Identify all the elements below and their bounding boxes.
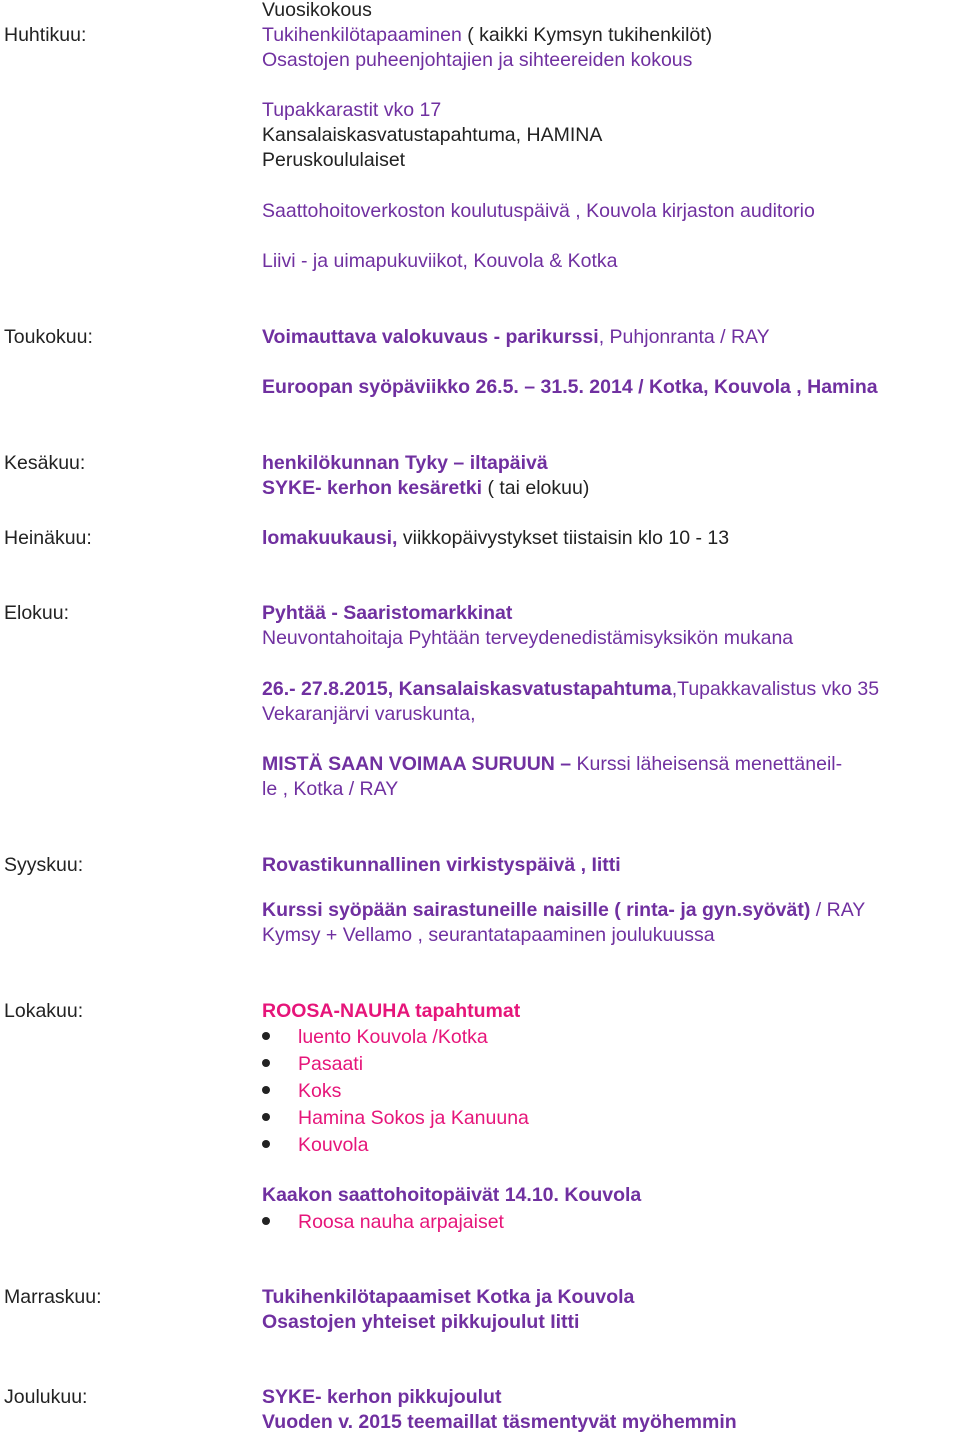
kurssi-ray: / RAY xyxy=(815,899,866,921)
month-kesakuu: Kesäkuu: xyxy=(4,452,86,474)
roosa-item: Kouvola xyxy=(298,1134,369,1156)
vuosikokous: Vuosikokous xyxy=(262,0,372,21)
tukihenkilotapaaminen: Tukihenkilötapaaminen xyxy=(262,24,462,46)
kansalaiskasvatustapahtuma: 26.- 27.8.2015, Kansalaiskasvatustapahtuma xyxy=(262,678,672,700)
roosa-arpajaiset: Roosa nauha arpajaiset xyxy=(298,1211,504,1233)
bullet-icon xyxy=(262,1032,270,1040)
syke-kesaretki-note: ( tai elokuu) xyxy=(487,477,590,499)
month-syyskuu: Syyskuu: xyxy=(4,854,84,876)
tukihenkilotapaaminen-line xyxy=(262,26,712,46)
roosa-nauha-tapahtumat: ROOSA-NAUHA tapahtumat xyxy=(262,1000,521,1022)
neuvontahoitaja: Neuvontahoitaja Pyhtään terveydenedistämisyksikön mukana xyxy=(262,627,794,649)
saattohoitoverkosto: Saattohoitoverkoston koulutuspäivä , Kouvola kirjaston auditorio xyxy=(262,200,815,222)
kurssi-naisille-line xyxy=(262,901,865,921)
kaakon-saattohoitopaivat: Kaakon saattohoitopäivät 14.10. Kouvola xyxy=(262,1184,642,1206)
lomakuukausi: lomakuukausi, xyxy=(262,527,398,549)
month-lokakuu: Lokakuu: xyxy=(4,1000,84,1022)
peruskoululaiset: Peruskoululaiset xyxy=(262,149,406,171)
rovastikunnallinen: Rovastikunnallinen virkistyspäivä , Iitti xyxy=(262,854,621,876)
mista-saan-voimaa: MISTÄ SAAN VOIMAA SURUUN – xyxy=(262,753,572,775)
tukihenkilotapaamiset: Tukihenkilötapaamiset Kotka ja Kouvola xyxy=(262,1286,635,1308)
bullet-icon xyxy=(262,1217,270,1225)
roosa-item: Koks xyxy=(298,1080,342,1102)
month-elokuu: Elokuu: xyxy=(4,602,70,624)
bullet-icon xyxy=(262,1059,270,1067)
voimauttava-line xyxy=(262,328,770,348)
month-toukokuu: Toukokuu: xyxy=(4,326,93,348)
euroopan-syopaviikko: Euroopan syöpäviikko 26.5. – 31.5. 2014 / Kotka, Kouvola , Hamina xyxy=(262,376,878,398)
pyhtaa-saaristomarkkinat: Pyhtää - Saaristomarkkinat xyxy=(262,602,513,624)
kurssi-naisille: Kurssi syöpään sairastuneille naisille ( rinta- ja gyn.syövät) xyxy=(262,899,811,921)
bullet-icon xyxy=(262,1140,270,1148)
liivi-uimapukuviikot: Liivi - ja uimapukuviikot, Kouvola & Kotka xyxy=(262,250,618,272)
roosa-item: Pasaati xyxy=(298,1053,364,1075)
syke-kesaretki-line xyxy=(262,479,589,499)
bullet-icon xyxy=(262,1086,270,1094)
syke-pikkujoulut: SYKE- kerhon pikkujoulut xyxy=(262,1386,502,1408)
month-marraskuu: Marraskuu: xyxy=(4,1286,102,1308)
syke-kesaretki: SYKE- kerhon kesäretki xyxy=(262,477,483,499)
kansalaiskasvatus-hamina: Kansalaiskasvatustapahtuma, HAMINA xyxy=(262,124,603,146)
vekaranjarvi: Vekaranjärvi varuskunta, xyxy=(262,703,476,725)
month-huhtikuu: Huhtikuu: xyxy=(4,24,87,46)
roosa-item: Hamina Sokos ja Kanuuna xyxy=(298,1107,529,1129)
month-heinakuu: Heinäkuu: xyxy=(4,527,92,549)
tupakkarastit: Tupakkarastit vko 17 xyxy=(262,99,442,121)
vuoden-teemaillat: Vuoden v. 2015 teemaillat täsmentyvät myöhemmin xyxy=(262,1411,737,1433)
month-joulukuu: Joulukuu: xyxy=(4,1386,88,1408)
viikkopaivystykset: viikkopäivystykset tiistaisin klo 10 - 13 xyxy=(402,527,730,549)
mista-saan-voimaa-line xyxy=(262,755,842,775)
tukihenkilot-note: ( kaikki Kymsyn tukihenkilöt) xyxy=(467,24,713,46)
voimauttava-valokuvaus: Voimauttava valokuvaus - parikurssi xyxy=(262,326,599,348)
lomakuukausi-line xyxy=(262,529,729,549)
bullet-icon xyxy=(262,1113,270,1121)
osastojen-pikkujoulut: Osastojen yhteiset pikkujoulut Iitti xyxy=(262,1311,580,1333)
kymsy-vellamo: Kymsy + Vellamo , seurantatapaaminen joulukuussa xyxy=(262,924,715,946)
mista-kotka-ray: le , Kotka / RAY xyxy=(262,778,399,800)
mista-kurssi: Kurssi läheisensä menettäneil- xyxy=(576,753,843,775)
tyky-iltapaiva: henkilökunnan Tyky – iltapäivä xyxy=(262,452,548,474)
tupakkavalistus: ,Tupakkavalistus vko 35 xyxy=(671,678,880,700)
kansalaiskasvatus-line xyxy=(262,680,879,700)
roosa-item: luento Kouvola /Kotka xyxy=(298,1026,488,1048)
osastojen-kokous: Osastojen puheenjohtajien ja sihteereiden kokous xyxy=(262,49,693,71)
voimauttava-location: , Puhjonranta / RAY xyxy=(598,326,770,348)
